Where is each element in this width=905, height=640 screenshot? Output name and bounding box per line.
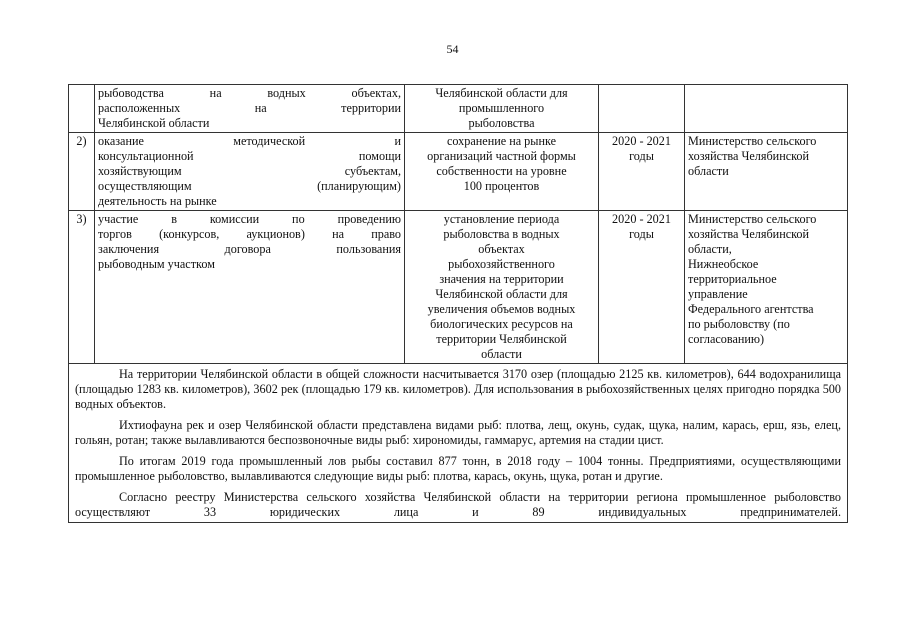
- result-line: территории Челябинской: [436, 332, 567, 346]
- result-cell: [405, 211, 599, 364]
- executor-line: территориальное: [688, 272, 777, 286]
- result-line: области: [481, 347, 522, 361]
- event-line: рыбоводным участком: [98, 257, 215, 271]
- measures-table: [68, 84, 848, 523]
- text-block-row: [69, 364, 848, 523]
- executor-cell: [685, 85, 848, 133]
- event-line: Челябинской области: [98, 116, 210, 130]
- paragraph: По итогам 2019 года промышленный лов рыбы составил 877 тонн, в 2018 году – 1004 тонны. Предприятиями, осуществляющими промышленное рыболовство, вылавливаются следующие виды рыб: плотва, карась, окунь, щука, ротан и другие.: [75, 454, 841, 483]
- period-line: 2020 - 2021: [612, 134, 671, 148]
- result-line: значения на территории: [439, 272, 564, 286]
- result-cell: [405, 85, 599, 133]
- executor-line: по рыболовству (по: [688, 317, 790, 331]
- result-line: Челябинской области для: [435, 86, 568, 100]
- table-row: [69, 85, 848, 133]
- event-cell: [95, 211, 405, 364]
- executor-line: Министерство сельского: [688, 212, 817, 226]
- row-number-cell: 3): [69, 211, 95, 364]
- period-line: 2020 - 2021: [612, 212, 671, 226]
- event-line: деятельность на рынке: [98, 194, 217, 208]
- executor-cell: [685, 211, 848, 364]
- executor-line: хозяйства Челябинской: [688, 149, 810, 163]
- paragraph: Согласно реестру Министерства сельского хозяйства Челябинской области на территории региона промышленное рыболовство осуществляют 33 юридических лица и 89 индивидуальных предпринимателей.: [75, 490, 841, 519]
- period-cell: [599, 85, 685, 133]
- event-cell: [95, 85, 405, 133]
- event-line: осуществляющим (планирующим): [98, 179, 401, 193]
- event-line: торгов (конкурсов, аукционов) на право: [98, 227, 401, 241]
- result-cell: [405, 133, 599, 211]
- executor-line: согласованию): [688, 332, 765, 346]
- result-line: рыбохозяйственного: [448, 257, 555, 271]
- executor-line: управление: [688, 287, 748, 301]
- result-line: собственности на уровне: [436, 164, 567, 178]
- result-line: сохранение на рынке: [446, 134, 557, 148]
- period-cell: [599, 133, 685, 211]
- period-line: годы: [629, 149, 654, 163]
- executor-line: области: [688, 164, 729, 178]
- period-cell: [599, 211, 685, 364]
- result-line: организаций частной формы: [427, 149, 576, 163]
- result-line: рыболовства: [468, 116, 535, 130]
- executor-line: Министерство сельского: [688, 134, 817, 148]
- row-number-cell: [69, 85, 95, 133]
- result-line: рыболовства в водных: [443, 227, 560, 241]
- result-line: Челябинской области для: [435, 287, 568, 301]
- paragraph: На территории Челябинской области в общей сложности насчитывается 3170 озер (площадью 2125 кв. километров), 644 водохранилища (площадью 1283 кв. километров), 3602 рек (площадью 179 кв. километров). Для использования в рыбохозяйственных целях пригодно порядка 500 водных объектов.: [75, 367, 841, 411]
- row-number-cell: 2): [69, 133, 95, 211]
- event-cell: [95, 133, 405, 211]
- result-line: установление периода: [443, 212, 560, 226]
- paragraph: Ихтиофауна рек и озер Челябинской области представлена видами рыб: плотва, лещ, окунь, судак, щука, налим, карась, ерш, язь, елец, гольян, ротан; также вылавливаются беспозвоночные виды рыб: хирономиды, гаммарус, артемия на стадии цист.: [75, 418, 841, 447]
- event-line: расположенных на территории: [98, 101, 401, 115]
- executor-line: области,: [688, 242, 732, 256]
- table-row: [69, 133, 848, 211]
- text-block-cell: [69, 364, 848, 523]
- table-row: [69, 211, 848, 364]
- event-line: рыбоводства на водных объектах,: [98, 86, 401, 100]
- executor-line: Федерального агентства: [688, 302, 814, 316]
- page-number: 54: [446, 42, 459, 56]
- result-line: объектах: [478, 242, 525, 256]
- event-line: заключения договора пользования: [98, 242, 401, 256]
- executor-line: хозяйства Челябинской: [688, 227, 810, 241]
- result-line: увеличения объемов водных: [427, 302, 576, 316]
- event-line: хозяйствующим субъектам,: [98, 164, 401, 178]
- period-line: годы: [629, 227, 654, 241]
- executor-cell: [685, 133, 848, 211]
- result-line: 100 процентов: [463, 179, 540, 193]
- event-line: оказание методической и: [98, 134, 401, 148]
- executor-line: Нижнеобское: [688, 257, 759, 271]
- result-line: биологических ресурсов на: [430, 317, 573, 331]
- event-line: участие в комиссии по проведению: [98, 212, 401, 226]
- event-line: консультационной помощи: [98, 149, 401, 163]
- result-line: промышленного: [458, 101, 545, 115]
